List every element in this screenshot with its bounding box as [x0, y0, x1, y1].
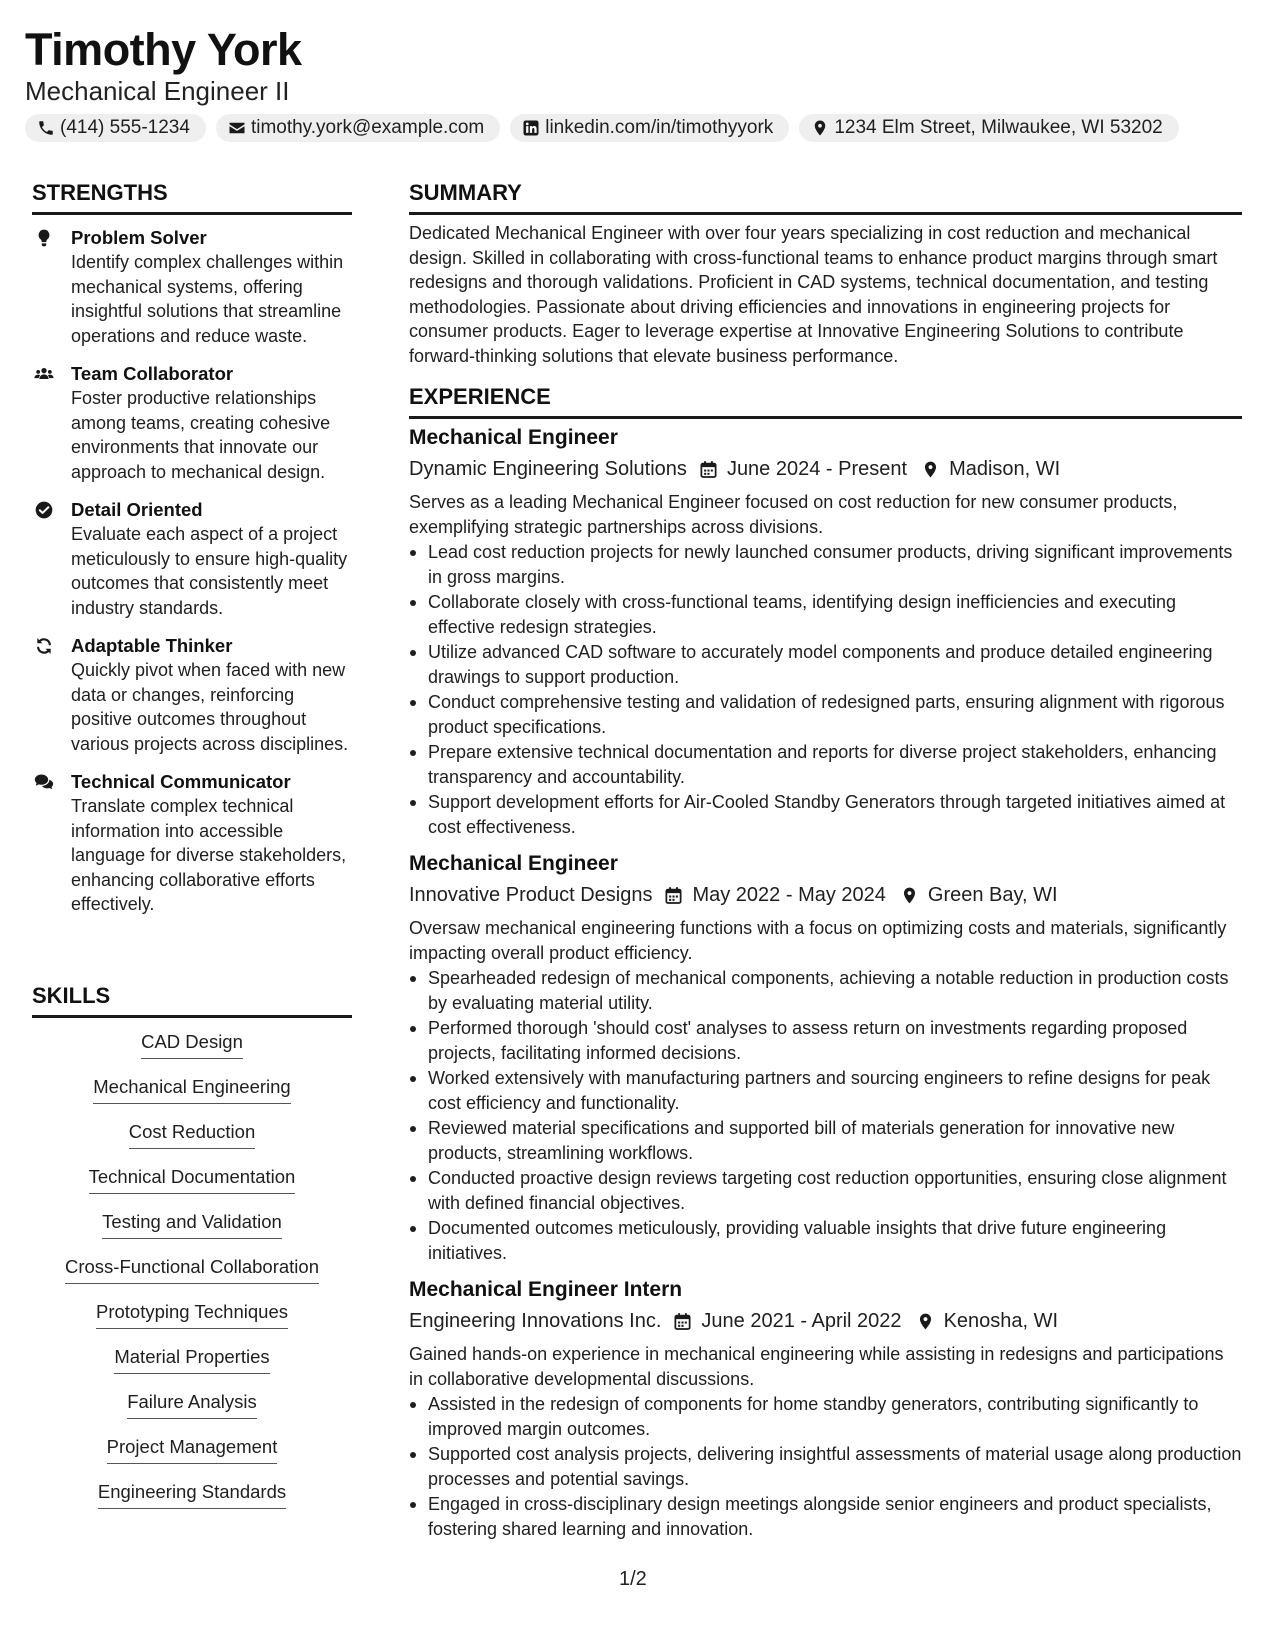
strength-title: Team Collaborator — [71, 363, 234, 384]
job-company: Dynamic Engineering Solutions — [409, 458, 687, 480]
linkedin-icon — [522, 119, 540, 137]
job-dates: June 2021 - April 2022 — [701, 1310, 902, 1332]
calendar-icon — [673, 1312, 692, 1331]
contact-phone-text: (414) 555-1234 — [60, 117, 190, 138]
skill-tag: Testing and Validation — [102, 1210, 282, 1239]
users-icon — [32, 364, 56, 384]
job-bullet: Prepare extensive technical documentation and reports for diverse project stakeholders, enhancing transparency and accountability. — [409, 740, 1242, 789]
job-location: Green Bay, WI — [927, 884, 1058, 906]
strength-description: Translate complex technical information into accessible language for diverse stakeholders, enhancing collaborative efforts effectively. — [71, 796, 347, 914]
candidate-title: Mechanical Engineer II — [25, 76, 290, 106]
job-bullet: Supported cost analysis projects, delivering insightful assessments of material usage along production processes and potential savings. — [409, 1442, 1242, 1491]
job-bullet: Assisted in the redesign of components for home standby generators, contributing significantly to improved margin outcomes. — [409, 1392, 1242, 1441]
strength-item — [32, 226, 352, 348]
strength-item — [32, 770, 352, 917]
skills-heading: SKILLS — [32, 983, 352, 1018]
map-pin-icon — [900, 886, 919, 905]
comments-icon — [32, 772, 56, 792]
job-company: Innovative Product Designs — [409, 884, 653, 906]
skill-tag: Technical Documentation — [89, 1165, 296, 1194]
job-bullet: Conduct comprehensive testing and validation of redesigned parts, ensuring alignment with rigorous product specifications. — [409, 690, 1242, 739]
job-meta — [409, 454, 1242, 484]
strength-title: Detail Oriented — [71, 499, 203, 520]
job-bullet: Collaborate closely with cross-functional teams, identifying design inefficiencies and executing effective redesign strategies. — [409, 590, 1242, 639]
contact-email[interactable] — [216, 114, 500, 142]
map-pin-icon — [921, 460, 940, 479]
contact-bar — [25, 114, 1179, 142]
contact-address — [799, 114, 1178, 142]
skill-tag: Prototyping Techniques — [96, 1300, 288, 1329]
job-description: Oversaw mechanical engineering functions with a focus on optimizing costs and materials, significantly impacting overall product efficiency. — [409, 918, 1227, 963]
job-bullet: Support development efforts for Air-Cooled Standby Generators through targeted initiatives aimed at cost effectiveness. — [409, 790, 1242, 839]
job-meta — [409, 1306, 1242, 1336]
job-bullet: Spearheaded redesign of mechanical components, achieving a notable reduction in production costs by evaluating material utility. — [409, 966, 1242, 1015]
strength-description: Quickly pivot when faced with new data or changes, reinforcing positive outcomes throughout various projects across disciplines. — [71, 660, 349, 754]
skill-tag: Material Properties — [114, 1345, 269, 1374]
strength-description: Identify complex challenges within mechanical systems, offering insightful solutions that streamline operations and reduce waste. — [71, 252, 344, 346]
strength-description: Foster productive relationships among teams, creating cohesive environments that innovate our approach to mechanical design. — [71, 388, 331, 482]
contact-linkedin[interactable] — [510, 114, 789, 142]
strength-title: Problem Solver — [71, 227, 207, 248]
job-dates: June 2024 - Present — [726, 458, 908, 480]
phone-icon — [37, 119, 55, 137]
job-bullet: Utilize advanced CAD software to accurately model components and produce detailed engineering drawings to support production. — [409, 640, 1242, 689]
job-location: Madison, WI — [949, 458, 1061, 480]
strengths-heading: STRENGTHS — [32, 180, 352, 215]
contact-linkedin-text: linkedin.com/in/timothyyork — [545, 117, 774, 138]
job-entry — [409, 423, 1242, 839]
skill-tag: Cross-Functional Collaboration — [65, 1255, 319, 1284]
map-pin-icon — [811, 119, 829, 137]
job-bullets — [409, 966, 1242, 1265]
contact-email-text: timothy.york@example.com — [250, 117, 485, 138]
job-bullet: Conducted proactive design reviews targeting cost reduction opportunities, ensuring close alignment with defined financial objectives. — [409, 1166, 1242, 1215]
job-dates: May 2022 - May 2024 — [692, 884, 886, 906]
skill-tag: Engineering Standards — [98, 1480, 286, 1509]
job-company: Engineering Innovations Inc. — [409, 1310, 662, 1332]
skill-tag: Failure Analysis — [127, 1390, 257, 1419]
job-title: Mechanical Engineer — [409, 852, 618, 875]
job-meta — [409, 880, 1242, 910]
summary-heading: SUMMARY — [409, 180, 1242, 215]
job-entry — [409, 849, 1242, 1265]
contact-phone[interactable] — [25, 114, 206, 142]
job-description: Serves as a leading Mechanical Engineer focused on cost reduction for new consumer products, exemplifying strategic partnerships across divisions. — [409, 492, 1178, 537]
skill-tag: CAD Design — [141, 1030, 243, 1059]
skill-tag: Mechanical Engineering — [93, 1075, 290, 1104]
skill-tag: Project Management — [107, 1435, 278, 1464]
strength-item — [32, 362, 352, 484]
job-bullet: Documented outcomes meticulously, providing valuable insights that drive future engineering initiatives. — [409, 1216, 1242, 1265]
job-bullet: Worked extensively with manufacturing partners and sourcing engineers to refine designs for peak cost efficiency and functionality. — [409, 1066, 1242, 1115]
strength-item — [32, 498, 352, 620]
contact-address-text: 1234 Elm Street, Milwaukee, WI 53202 — [834, 117, 1163, 138]
job-bullet: Reviewed material specifications and supported bill of materials generation for innovative new products, streamlining workflows. — [409, 1116, 1242, 1165]
job-bullet: Lead cost reduction projects for newly launched consumer products, driving significant improvements in gross margins. — [409, 540, 1242, 589]
job-title: Mechanical Engineer — [409, 426, 618, 449]
job-bullet: Engaged in cross-disciplinary design meetings alongside senior engineers and product specialists, fostering shared learning and innovation. — [409, 1492, 1242, 1541]
strength-title: Adaptable Thinker — [71, 635, 233, 656]
job-bullets — [409, 1392, 1242, 1541]
strength-description: Evaluate each aspect of a project meticulously to ensure high-quality outcomes that consistently meet industry standards. — [71, 524, 348, 618]
skills-list — [32, 1030, 352, 1525]
calendar-icon — [664, 886, 683, 905]
calendar-icon — [699, 460, 718, 479]
strength-title: Technical Communicator — [71, 771, 291, 792]
job-title: Mechanical Engineer Intern — [409, 1278, 683, 1301]
envelope-icon — [228, 119, 246, 137]
job-bullets — [409, 540, 1242, 839]
candidate-name: Timothy York — [25, 24, 302, 75]
skill-tag: Cost Reduction — [129, 1120, 255, 1149]
summary-text: Dedicated Mechanical Engineer with over four years specializing in cost reduction and mechanical design. Skilled in collaborating with cross-functional teams to enhance product margins through smart redesigns and thorough validations. Proficient in CAD systems, technical documentation, and testing methodologies. Passionate about driving efficiencies and innovations in engineering projects for consumer products. Eager to leverage expertise at Innovative Engineering Solutions to contribute forward-thinking solutions that elevate business performance. — [409, 223, 1218, 366]
page-number: 1/2 — [619, 1568, 647, 1590]
lightbulb-icon — [32, 228, 56, 248]
job-bullet: Performed thorough 'should cost' analyses to assess return on investments regarding proposed projects, facilitating informed decisions. — [409, 1016, 1242, 1065]
experience-list — [409, 423, 1242, 1551]
check-circle-icon — [32, 500, 56, 520]
experience-heading: EXPERIENCE — [409, 384, 1242, 419]
job-description: Gained hands-on experience in mechanical engineering while assisting in redesigns and participations in collaborative developmental discussions. — [409, 1344, 1224, 1389]
job-entry — [409, 1275, 1242, 1541]
strengths-list — [32, 226, 352, 931]
strength-item — [32, 634, 352, 756]
job-location: Kenosha, WI — [943, 1310, 1059, 1332]
map-pin-icon — [916, 1312, 935, 1331]
refresh-icon — [32, 636, 56, 656]
